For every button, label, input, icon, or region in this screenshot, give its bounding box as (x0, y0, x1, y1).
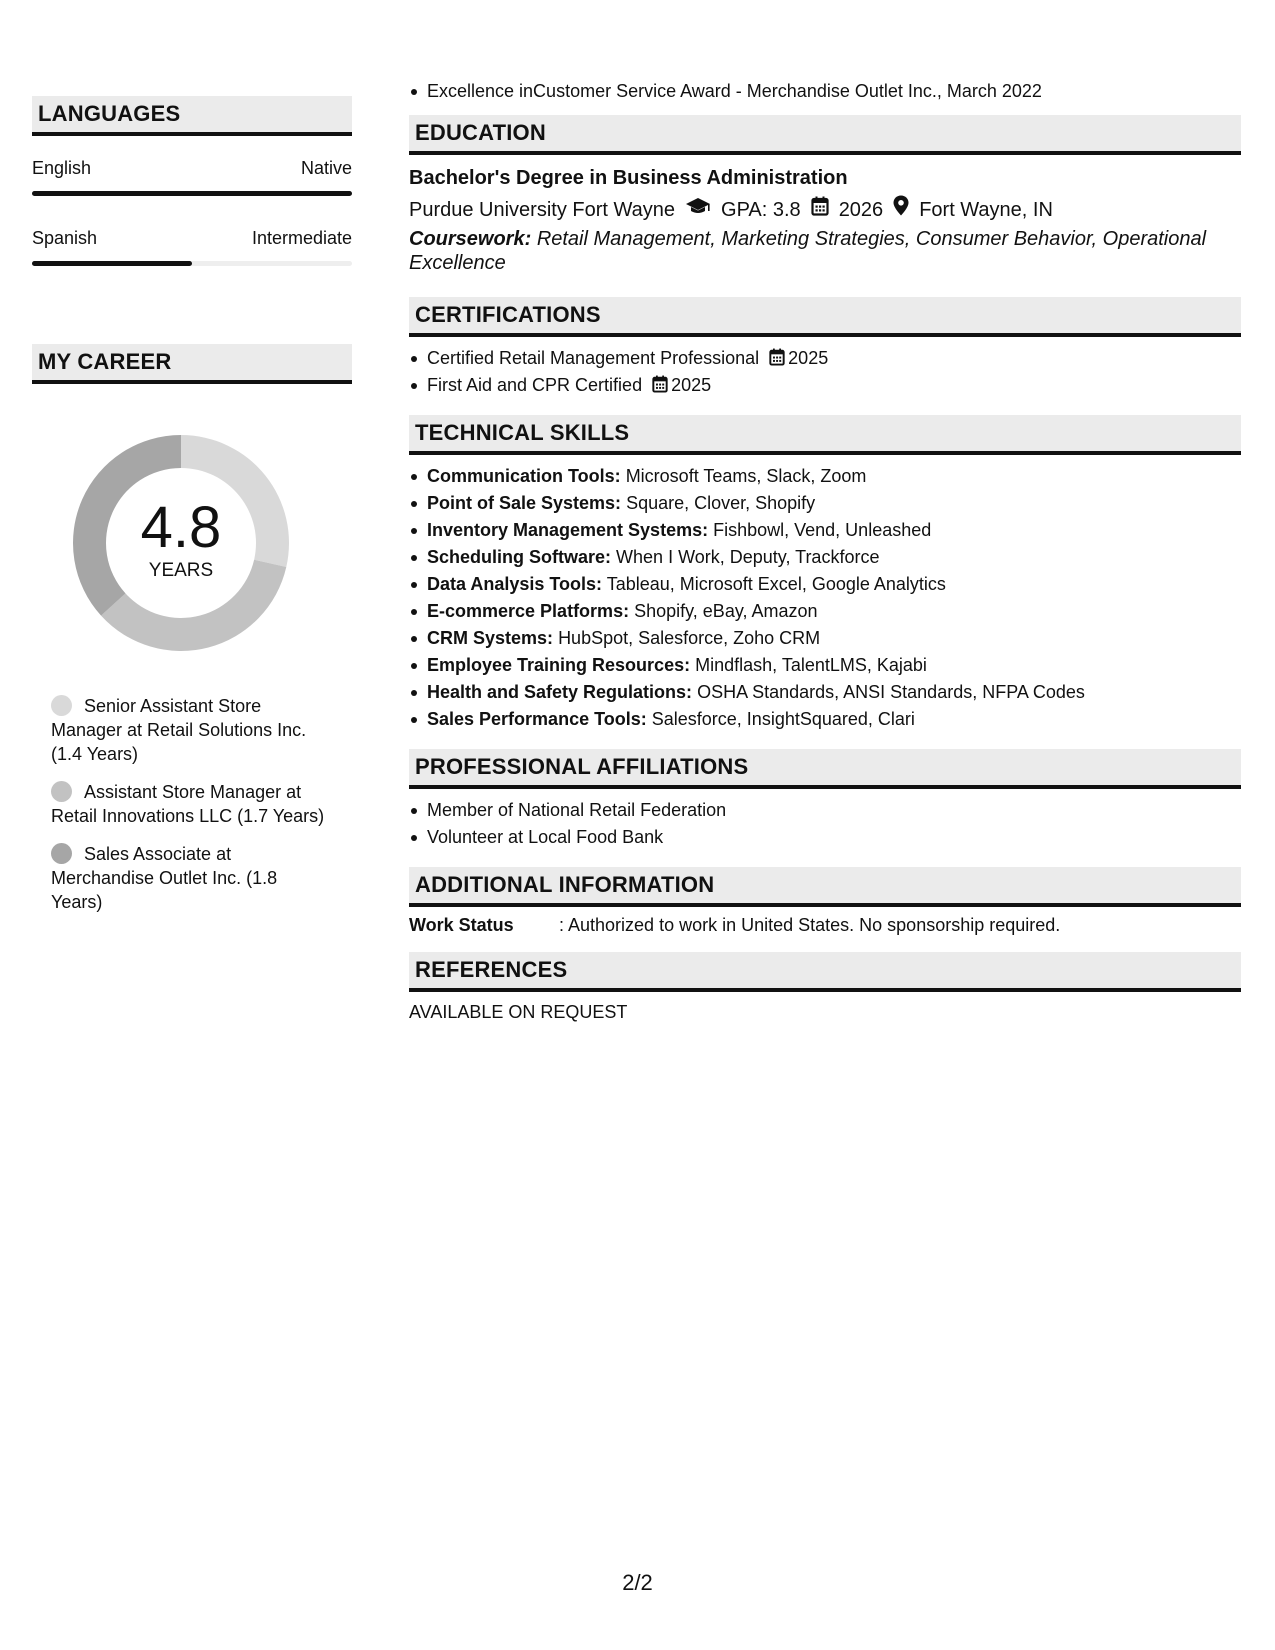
graduation-cap-icon (685, 196, 711, 224)
career-years-unit: YEARS (148, 560, 214, 581)
page-number: 2/2 (622, 1570, 653, 1595)
certification-year: 2025 (671, 375, 712, 395)
skill-label: Scheduling Software: (427, 547, 612, 567)
certification-item (409, 345, 1241, 372)
languages-heading: LANGUAGES (32, 96, 352, 136)
skill-item (409, 598, 1241, 625)
career-total-years: 4.8 (140, 495, 222, 560)
certification-item (409, 372, 1241, 399)
map-pin-icon (893, 195, 909, 224)
certification-year: 2025 (788, 348, 829, 368)
skill-value: Shopify, eBay, Amazon (634, 601, 818, 621)
legend-label: Sales Associate at Merchandise Outlet Inc. (1.8 Years) (51, 844, 278, 912)
left-column (32, 96, 352, 928)
language-item (32, 228, 352, 266)
additional-info-heading: ADDITIONAL INFORMATION (409, 867, 1241, 907)
skill-item (409, 625, 1241, 652)
skill-value: Mindflash, TalentLMS, Kajabi (695, 655, 927, 675)
legend-item (51, 694, 332, 766)
certifications-heading: CERTIFICATIONS (409, 297, 1241, 337)
skill-label: E-commerce Platforms: (427, 601, 630, 621)
language-proficiency-bar (32, 261, 352, 266)
affiliations-list (409, 797, 1241, 851)
language-name: English (32, 158, 92, 178)
legend-label: Assistant Store Manager at Retail Innovations LLC (1.7 Years) (51, 782, 325, 826)
skill-value: Fishbowl, Vend, Unleashed (713, 520, 932, 540)
references-heading: REFERENCES (409, 952, 1241, 992)
right-column (409, 78, 1241, 1023)
language-name: Spanish (32, 228, 98, 248)
calendar-icon (811, 196, 829, 224)
coursework-label: Coursework: (409, 228, 532, 250)
work-status-value: : Authorized to work in United States. No sponsorship required. (559, 915, 1061, 935)
awards-list (409, 78, 1241, 105)
affiliations-heading: PROFESSIONAL AFFILIATIONS (409, 749, 1241, 789)
legend-item (51, 780, 332, 828)
skill-item (409, 490, 1241, 517)
language-item (32, 158, 352, 196)
skill-label: Health and Safety Regulations: (427, 682, 693, 702)
skill-label: Data Analysis Tools: (427, 574, 603, 594)
language-proficiency-fill (32, 191, 352, 196)
skill-value: When I Work, Deputy, Trackforce (616, 547, 880, 567)
skill-item (409, 679, 1241, 706)
skill-value: Square, Clover, Shopify (626, 493, 816, 513)
career-donut-chart (66, 428, 296, 658)
language-level: Intermediate (251, 228, 352, 248)
skill-label: Employee Training Resources: (427, 655, 691, 675)
work-status-row (409, 915, 1241, 936)
skill-value: HubSpot, Salesforce, Zoho CRM (558, 628, 821, 648)
skill-label: Inventory Management Systems: (427, 520, 709, 540)
affiliation-item: Member of National Retail Federation (409, 797, 1241, 824)
skill-label: CRM Systems: (427, 628, 554, 648)
legend-swatch (51, 695, 72, 716)
education-year: 2026 (838, 198, 884, 221)
calendar-icon (652, 375, 668, 393)
work-status-label: Work Status (409, 915, 514, 935)
coursework-text: Retail Management, Marketing Strategies, Consumer Behavior, Operational Excellence (409, 228, 1207, 274)
certifications-list (409, 345, 1241, 399)
language-proficiency-fill (32, 261, 192, 266)
certification-name: Certified Retail Management Professional (427, 348, 760, 368)
affiliation-item: Volunteer at Local Food Bank (409, 824, 1241, 851)
career-legend (32, 694, 332, 914)
skill-item (409, 571, 1241, 598)
skill-label: Point of Sale Systems: (427, 493, 622, 513)
skill-item (409, 652, 1241, 679)
skill-item (409, 544, 1241, 571)
skill-item (409, 517, 1241, 544)
education-gpa: GPA: 3.8 (721, 198, 801, 221)
education-meta (409, 195, 1241, 224)
skill-value: Salesforce, InsightSquared, Clari (651, 709, 915, 729)
references-text: AVAILABLE ON REQUEST (409, 1002, 628, 1022)
skill-label: Communication Tools: (427, 466, 621, 486)
certification-date (652, 375, 711, 395)
skill-item (409, 463, 1241, 490)
legend-label: Senior Assistant Store Manager at Retail Solutions Inc. (1.4 Years) (51, 696, 307, 764)
certification-name: First Aid and CPR Certified (427, 375, 643, 395)
education-degree: Bachelor's Degree in Business Administration (409, 167, 848, 189)
education-coursework (409, 227, 1241, 275)
award-item: Excellence inCustomer Service Award - Merchandise Outlet Inc., March 2022 (409, 78, 1241, 105)
education-location: Fort Wayne, IN (919, 198, 1053, 221)
legend-item (51, 842, 332, 914)
technical-skills-heading: TECHNICAL SKILLS (409, 415, 1241, 455)
skill-item (409, 706, 1241, 733)
skill-label: Sales Performance Tools: (427, 709, 647, 729)
skill-value: Tableau, Microsoft Excel, Google Analytics (606, 574, 946, 594)
language-level: Native (300, 158, 352, 178)
skill-value: Microsoft Teams, Slack, Zoom (625, 466, 867, 486)
education-heading: EDUCATION (409, 115, 1241, 155)
calendar-icon (769, 348, 785, 366)
education-school: Purdue University Fort Wayne (409, 198, 676, 221)
legend-swatch (51, 781, 72, 802)
legend-swatch (51, 843, 72, 864)
certification-date (769, 348, 828, 368)
skill-value: OSHA Standards, ANSI Standards, NFPA Codes (697, 682, 1085, 702)
technical-skills-list (409, 463, 1241, 733)
career-heading: MY CAREER (32, 344, 352, 384)
language-proficiency-bar (32, 191, 352, 196)
